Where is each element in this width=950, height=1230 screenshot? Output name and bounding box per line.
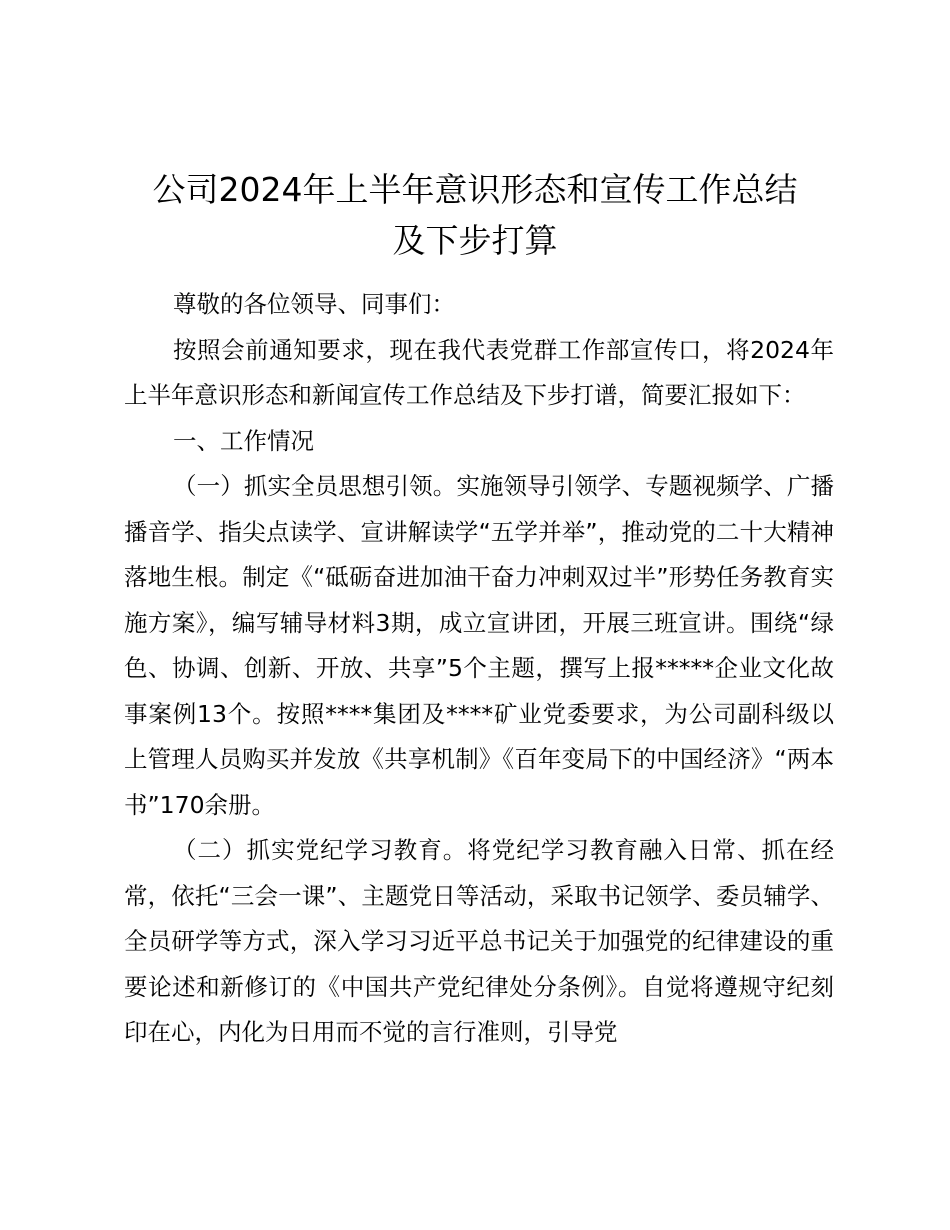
document-title-line-1: 公司2024年上半年意识形态和宣传工作总结 [152, 170, 798, 209]
document-title-line-2: 及下步打算 [392, 221, 558, 260]
salutation: 尊敬的各位领导、同事们： [173, 290, 455, 318]
document-body [124, 282, 834, 1056]
body-paragraph: （一）抓实全员思想引领。实施领导引领学、专题视频学、广播播音学、指尖点读学、宣讲解读学“五学并举”，推动党的二十大精神落地生根。制定《“砥砺奋进加油干奋力冲刺双过半”形势任务教育实施方案》，编写辅导材料3期，成立宣讲团，开展三班宣讲。围绕“绿色、协调、创新、开放、共享”5个主题，撰写上报*****企业文化故事案例13个。按照****集团及****矿业党委要求，为公司副科级以上管理人员购买并发放《共享机制》《百年变局下的中国经济》“两本书”170余册。 [124, 472, 834, 819]
section-heading: 一、工作情况 [173, 426, 314, 455]
body-paragraph: （二）抓实党纪学习教育。将党纪学习教育融入日常、抓在经常，依托“三会一课”、主题党日等活动，采取书记领学、委员辅学、全员研学等方式，深入学习习近平总书记关于加强党的纪律建设的重要论述和新修订的《中国共产党纪律处分条例》。自觉将遵规守纪刻印在心，内化为日用而不觉的言行准则，引导党 [124, 836, 834, 1046]
intro-paragraph: 按照会前通知要求，现在我代表党群工作部宣传口，将2024年上半年意识形态和新闻宣传工作总结及下步打谱，简要汇报如下： [124, 335, 834, 409]
